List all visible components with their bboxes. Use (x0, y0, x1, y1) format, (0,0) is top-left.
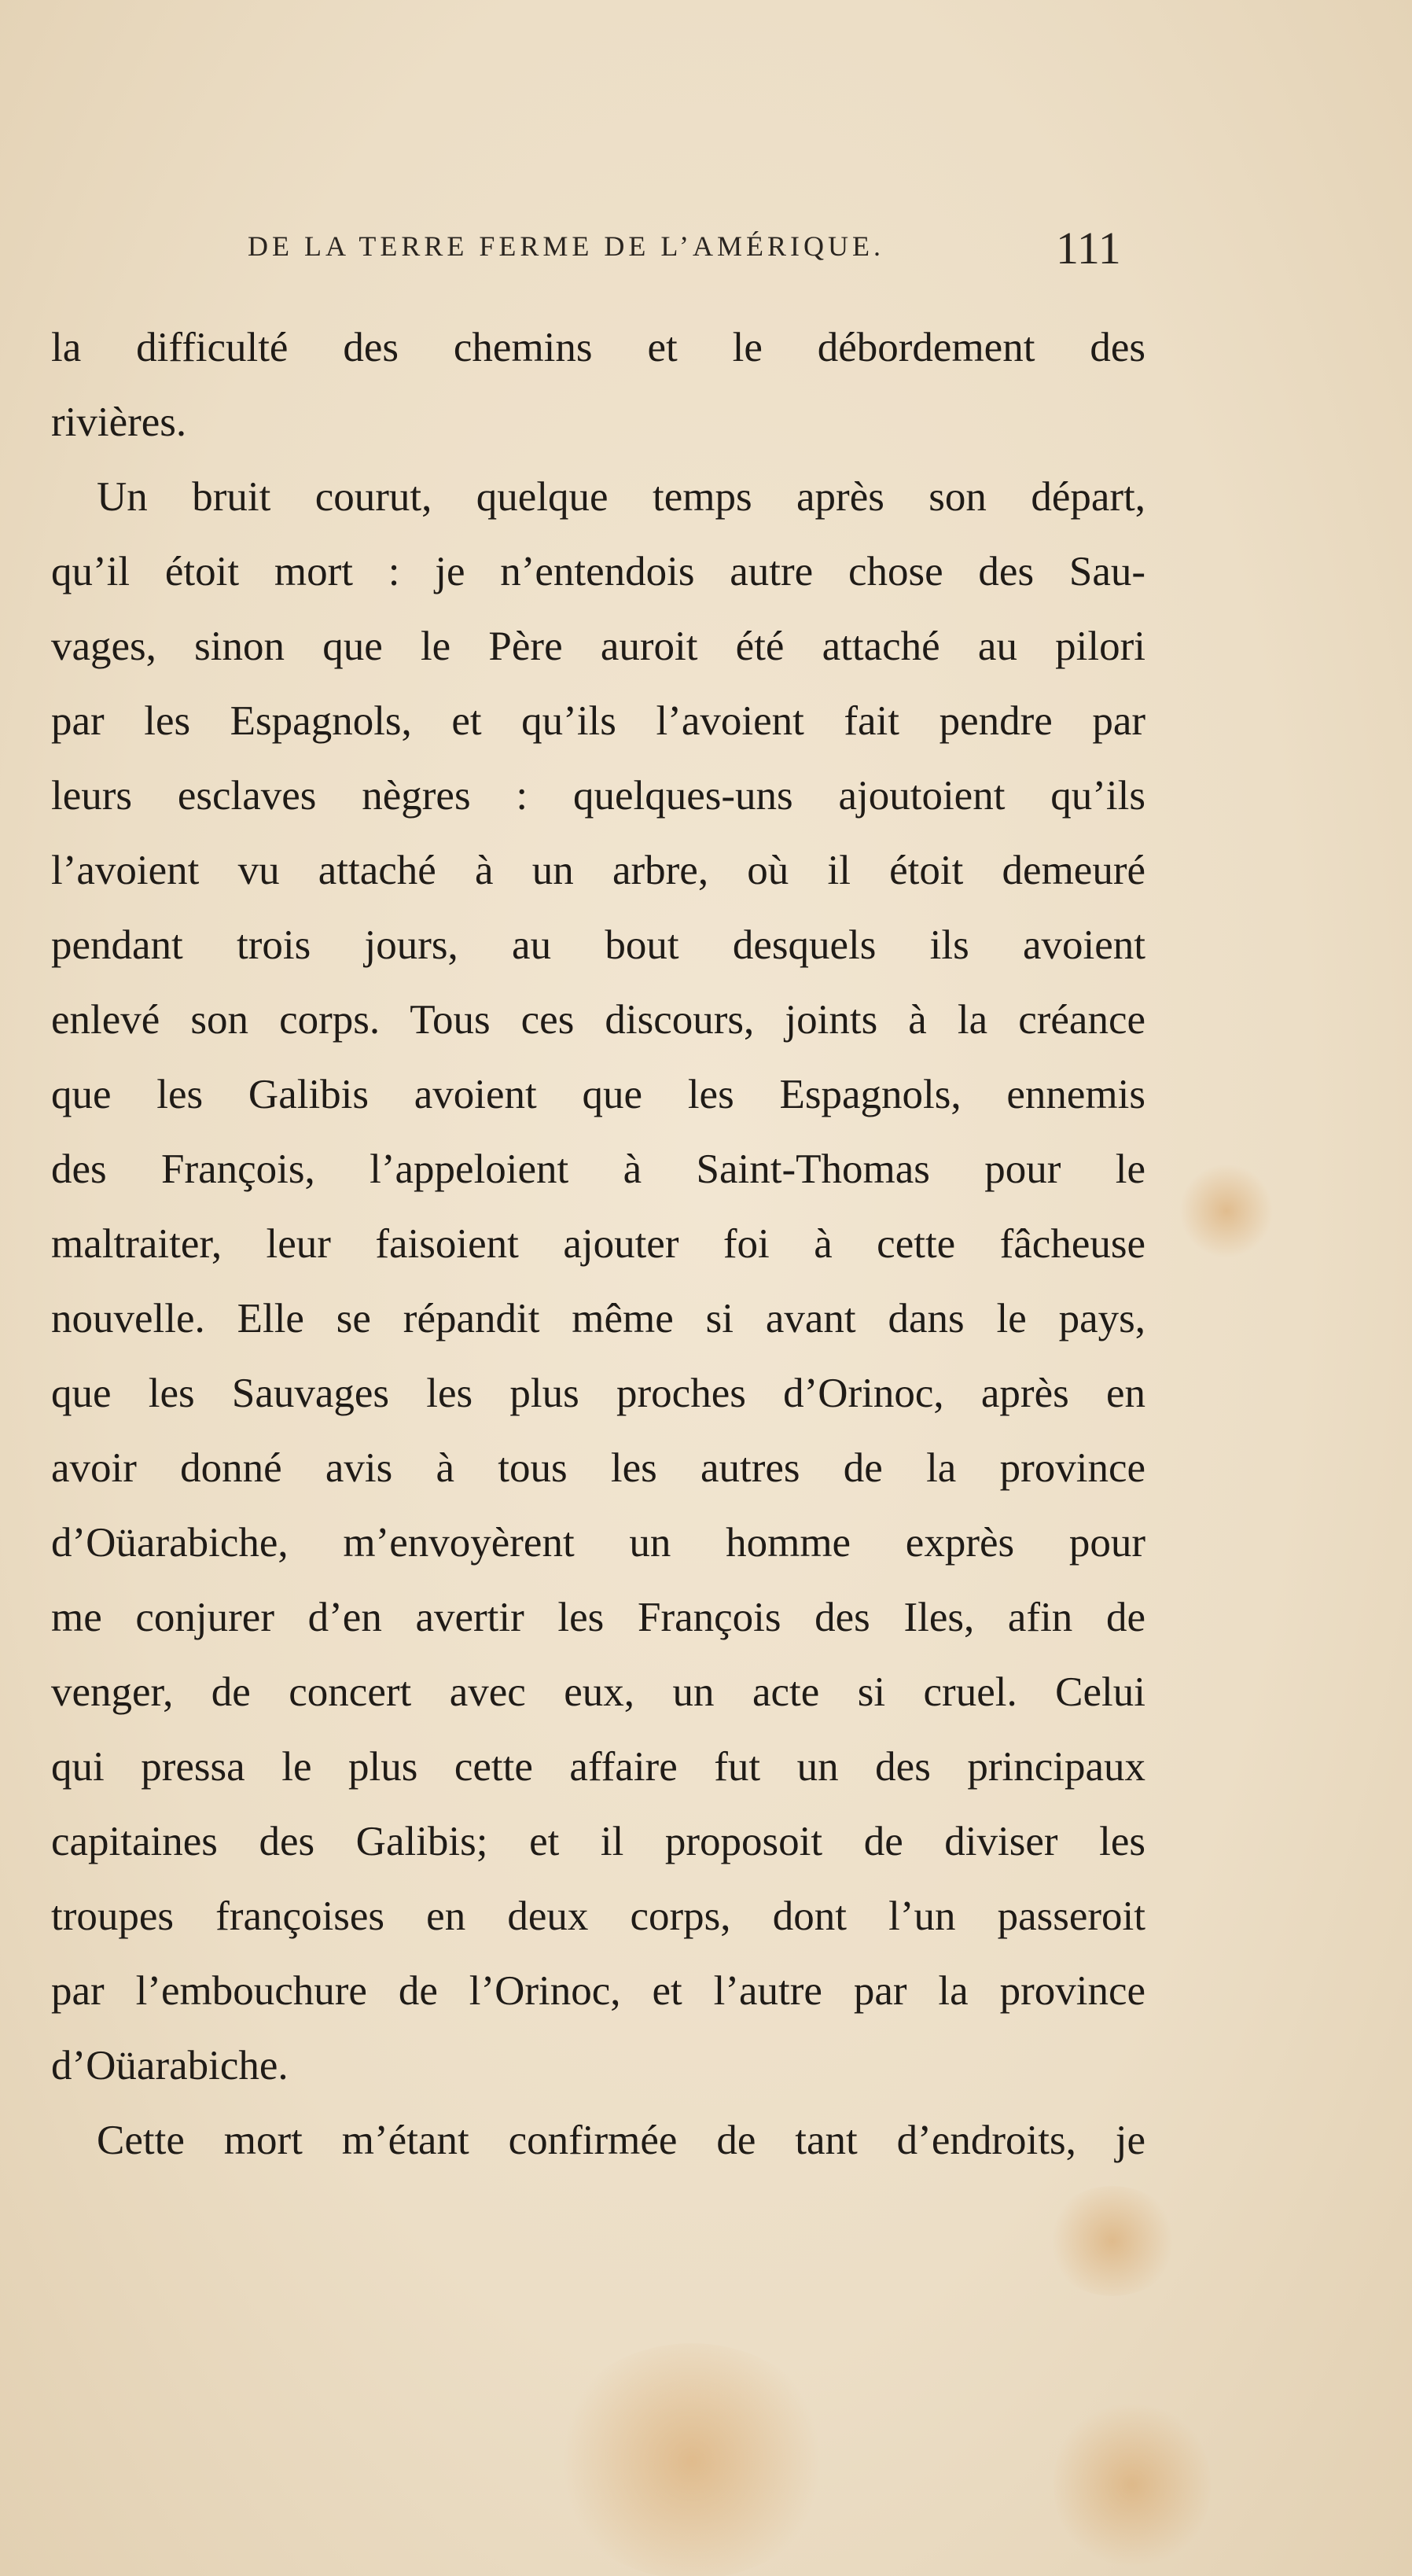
text-line: vages, sinon que le Père auroit été attaché au pilori (51, 624, 1145, 669)
text-line: nouvelle. Elle se répandit même si avant dans le pays, (51, 1296, 1145, 1341)
text-line: des François, l’appeloient à Saint-Thomas pour le (51, 1146, 1145, 1192)
page-number: 111 (1056, 223, 1121, 274)
paper-stain (1053, 2398, 1211, 2571)
running-title: DE LA TERRE FERME DE L’AMÉRIQUE. (248, 230, 885, 262)
text-line: enlevé son corps. Tous ces discours, joints à la créance (51, 997, 1145, 1043)
text-line: leurs esclaves nègres : quelques-uns ajoutoient qu’ils (51, 773, 1145, 819)
text-line: troupes françoises en deux corps, dont l’un passeroit (51, 1893, 1145, 1939)
text-line: Un bruit courut, quelque temps après son départ, (97, 474, 1145, 520)
text-line: venger, de concert avec eux, un acte si cruel. Celui (51, 1669, 1145, 1715)
text-line: pendant trois jours, au bout desquels ils avoient (51, 922, 1145, 968)
text-line: avoir donné avis à tous les autres de la province (51, 1445, 1145, 1491)
page-header (0, 223, 1412, 277)
text-line: capitaines des Galibis; et il proposoit de diviser les (51, 1819, 1145, 1864)
text-line: la difficulté des chemins et le débordement des (51, 325, 1145, 370)
body-text (51, 311, 1145, 2178)
paper-stain (550, 2343, 833, 2576)
text-line: par l’embouchure de l’Orinoc, et l’autre par la province (51, 1968, 1145, 2014)
text-line: l’avoient vu attaché à un arbre, où il étoit demeuré (51, 848, 1145, 893)
text-line: d’Oüarabiche, m’envoyèrent un homme exprès pour (51, 1520, 1145, 1566)
text-line: rivières. (51, 399, 187, 445)
text-line: me conjurer d’en avertir les François des Iles, afin de (51, 1595, 1145, 1640)
text-line: que les Galibis avoient que les Espagnols, ennemis (51, 1072, 1145, 1117)
text-line: qu’il étoit mort : je n’entendois autre chose des Sau- (51, 549, 1145, 594)
paper-stain (1179, 1164, 1274, 1258)
text-line: d’Oüarabiche. (51, 2043, 289, 2088)
text-line: que les Sauvages les plus proches d’Orinoc, après en (51, 1371, 1145, 1416)
text-line: qui pressa le plus cette affaire fut un des principaux (51, 1744, 1145, 1790)
text-line: Cette mort m’étant confirmée de tant d’endroits, je (97, 2118, 1145, 2163)
paper-stain (1046, 2186, 1179, 2296)
text-line: maltraiter, leur faisoient ajouter foi à cette fâcheuse (51, 1221, 1145, 1267)
text-line: par les Espagnols, et qu’ils l’avoient fait pendre par (51, 698, 1145, 744)
